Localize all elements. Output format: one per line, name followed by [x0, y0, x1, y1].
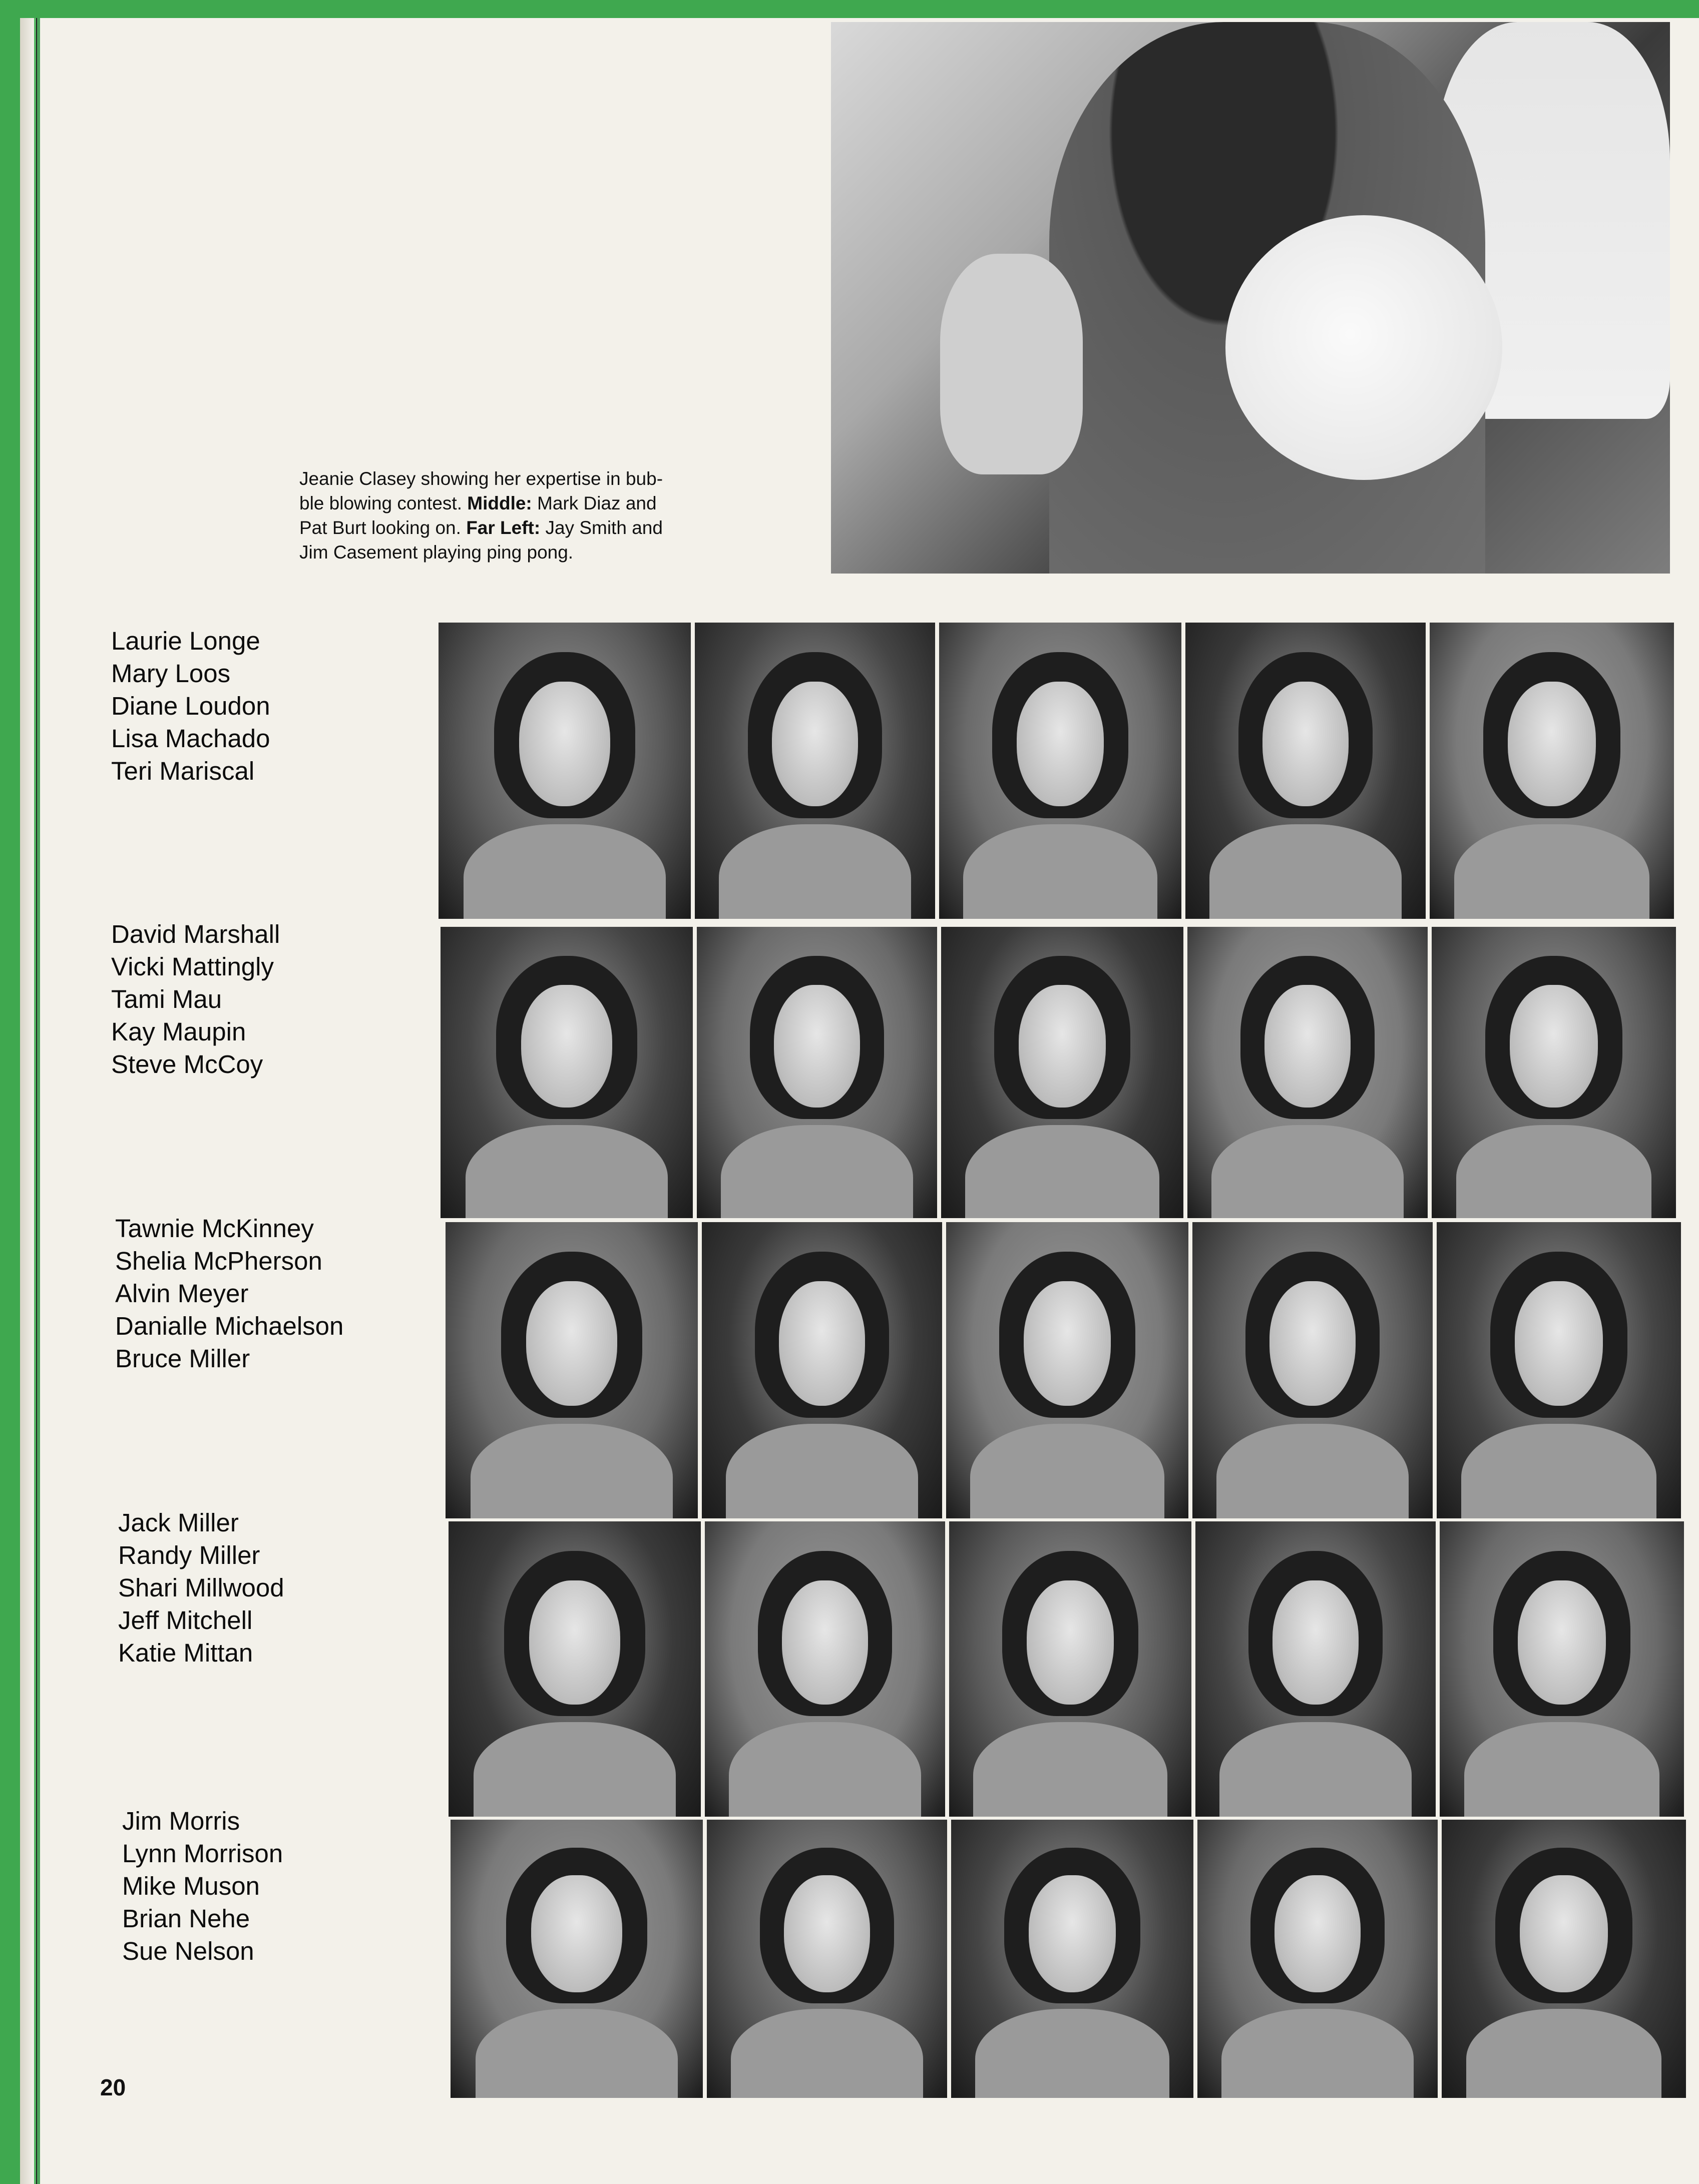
- student-name: Lisa Machado: [111, 724, 270, 753]
- student-name: Diane Loudon: [111, 692, 270, 720]
- student-portrait: [702, 1222, 942, 1518]
- portrait-face: [772, 682, 859, 806]
- portrait-face: [1515, 1281, 1603, 1406]
- portrait-shoulders: [1466, 2009, 1661, 2098]
- portrait-face: [1518, 1580, 1606, 1705]
- photo-caption: [299, 466, 790, 565]
- student-portrait: [695, 623, 935, 919]
- portrait-shoulders: [1209, 824, 1402, 919]
- student-portrait: [705, 1521, 945, 1817]
- page-number: 20: [100, 2074, 126, 2100]
- portrait-shoulders: [970, 1424, 1164, 1518]
- name-list-row-2: [111, 918, 280, 1080]
- portrait-face: [1520, 1875, 1608, 1992]
- student-name: Vicki Mattingly: [111, 952, 274, 981]
- caption-line-3b: Jay Smith and: [545, 517, 663, 538]
- student-portrait: [1430, 623, 1674, 919]
- student-portrait: [1432, 927, 1676, 1218]
- portrait-face: [1029, 1875, 1116, 1992]
- student-name: Laurie Longe: [111, 627, 260, 655]
- page-gutter: [20, 18, 34, 2184]
- student-portrait: [449, 1521, 701, 1817]
- portrait-face: [526, 1281, 617, 1406]
- student-portrait: [439, 623, 691, 919]
- student-name: Teri Mariscal: [111, 757, 255, 785]
- portrait-shoulders: [719, 824, 911, 919]
- portrait-face: [519, 682, 610, 806]
- portrait-shoulders: [729, 1722, 921, 1817]
- student-portrait: [697, 927, 937, 1218]
- portrait-shoulders: [721, 1125, 913, 1218]
- student-name: Lynn Morrison: [122, 1839, 283, 1868]
- student-name: Steve McCoy: [111, 1050, 263, 1078]
- student-portrait: [1185, 623, 1426, 919]
- portrait-shoulders: [965, 1125, 1159, 1218]
- student-name: Kay Maupin: [111, 1017, 246, 1046]
- student-portrait: [946, 1222, 1188, 1518]
- bubble-gum-bubble: [1225, 215, 1502, 480]
- portrait-face: [1024, 1281, 1111, 1406]
- student-name: Jeff Mitchell: [118, 1606, 253, 1634]
- portrait-shoulders: [1456, 1125, 1651, 1218]
- student-name: Bruce Miller: [115, 1344, 250, 1373]
- portrait-shoulders: [726, 1424, 918, 1518]
- student-name: Mary Loos: [111, 659, 231, 688]
- student-name: Mike Muson: [122, 1872, 260, 1900]
- student-name: Katie Mittan: [118, 1639, 253, 1667]
- bubble-contest-photo: [831, 22, 1670, 574]
- student-portrait: [951, 1820, 1193, 2098]
- portrait-shoulders: [1216, 1424, 1409, 1518]
- portrait-face: [1017, 682, 1104, 806]
- portrait-face: [782, 1580, 869, 1705]
- student-name: Shari Millwood: [118, 1573, 284, 1602]
- portrait-face: [1275, 1875, 1361, 1992]
- student-name: Jim Morris: [122, 1807, 240, 1835]
- name-list-row-4: [118, 1506, 284, 1669]
- portrait-face: [779, 1281, 866, 1406]
- student-portrait: [939, 623, 1181, 919]
- portrait-face: [521, 985, 612, 1107]
- portrait-shoulders: [476, 2009, 677, 2098]
- name-list-row-5: [122, 1805, 283, 1967]
- portrait-face: [1510, 985, 1598, 1107]
- student-portrait: [441, 927, 693, 1218]
- portrait-face: [1019, 985, 1106, 1107]
- portrait-face: [1508, 682, 1596, 806]
- raised-hand: [940, 254, 1083, 474]
- portrait-face: [774, 985, 861, 1107]
- student-name: Alvin Meyer: [115, 1279, 249, 1308]
- portrait-shoulders: [1461, 1424, 1656, 1518]
- portrait-face: [1272, 1580, 1359, 1705]
- caption-label-middle: Middle:: [467, 493, 532, 513]
- student-portrait: [949, 1521, 1191, 1817]
- portrait-shoulders: [1219, 1722, 1412, 1817]
- caption-line-2: ble blowing contest.: [299, 493, 462, 513]
- name-list-row-3: [115, 1212, 343, 1375]
- portrait-shoulders: [1211, 1125, 1404, 1218]
- portrait-face: [529, 1580, 620, 1705]
- portrait-shoulders: [471, 1424, 672, 1518]
- portrait-face: [531, 1875, 622, 1992]
- student-name: Jack Miller: [118, 1508, 239, 1537]
- portrait-shoulders: [1454, 824, 1649, 919]
- caption-line-3: Pat Burt looking on.: [299, 517, 461, 538]
- portrait-face: [1269, 1281, 1356, 1406]
- portrait-shoulders: [466, 1125, 667, 1218]
- student-name: David Marshall: [111, 920, 280, 948]
- student-name: Tawnie McKinney: [115, 1214, 314, 1243]
- student-portrait: [941, 927, 1183, 1218]
- student-portrait: [1440, 1521, 1684, 1817]
- name-list-row-1: [111, 625, 270, 787]
- student-portrait: [1192, 1222, 1433, 1518]
- portrait-shoulders: [975, 2009, 1169, 2098]
- portrait-shoulders: [1464, 1722, 1659, 1817]
- student-portrait: [451, 1820, 703, 2098]
- student-portrait: [1195, 1521, 1436, 1817]
- portrait-face: [1264, 985, 1351, 1107]
- portrait-shoulders: [963, 824, 1157, 919]
- portrait-shoulders: [464, 824, 665, 919]
- portrait-shoulders: [731, 2009, 923, 2098]
- student-name: Sue Nelson: [122, 1937, 254, 1965]
- caption-label-far-left: Far Left:: [466, 517, 541, 538]
- portrait-face: [1027, 1580, 1114, 1705]
- student-name: Brian Nehe: [122, 1904, 250, 1933]
- student-name: Shelia McPherson: [115, 1247, 322, 1275]
- student-portrait: [446, 1222, 698, 1518]
- student-portrait: [1437, 1222, 1681, 1518]
- student-portrait: [1197, 1820, 1438, 2098]
- portrait-shoulders: [474, 1722, 675, 1817]
- student-name: Danialle Michaelson: [115, 1312, 344, 1340]
- portrait-face: [1262, 682, 1349, 806]
- caption-line-1: Jeanie Clasey showing her expertise in bub-: [299, 468, 663, 489]
- student-portrait: [1187, 927, 1428, 1218]
- portrait-shoulders: [973, 1722, 1167, 1817]
- student-name: Tami Mau: [111, 985, 222, 1013]
- portrait-shoulders: [1221, 2009, 1414, 2098]
- caption-line-2b: Mark Diaz and: [537, 493, 657, 513]
- caption-line-4: Jim Casement playing ping pong.: [299, 542, 574, 563]
- student-name: Randy Miller: [118, 1541, 260, 1569]
- student-portrait: [707, 1820, 947, 2098]
- portrait-face: [784, 1875, 871, 1992]
- student-portrait: [1442, 1820, 1686, 2098]
